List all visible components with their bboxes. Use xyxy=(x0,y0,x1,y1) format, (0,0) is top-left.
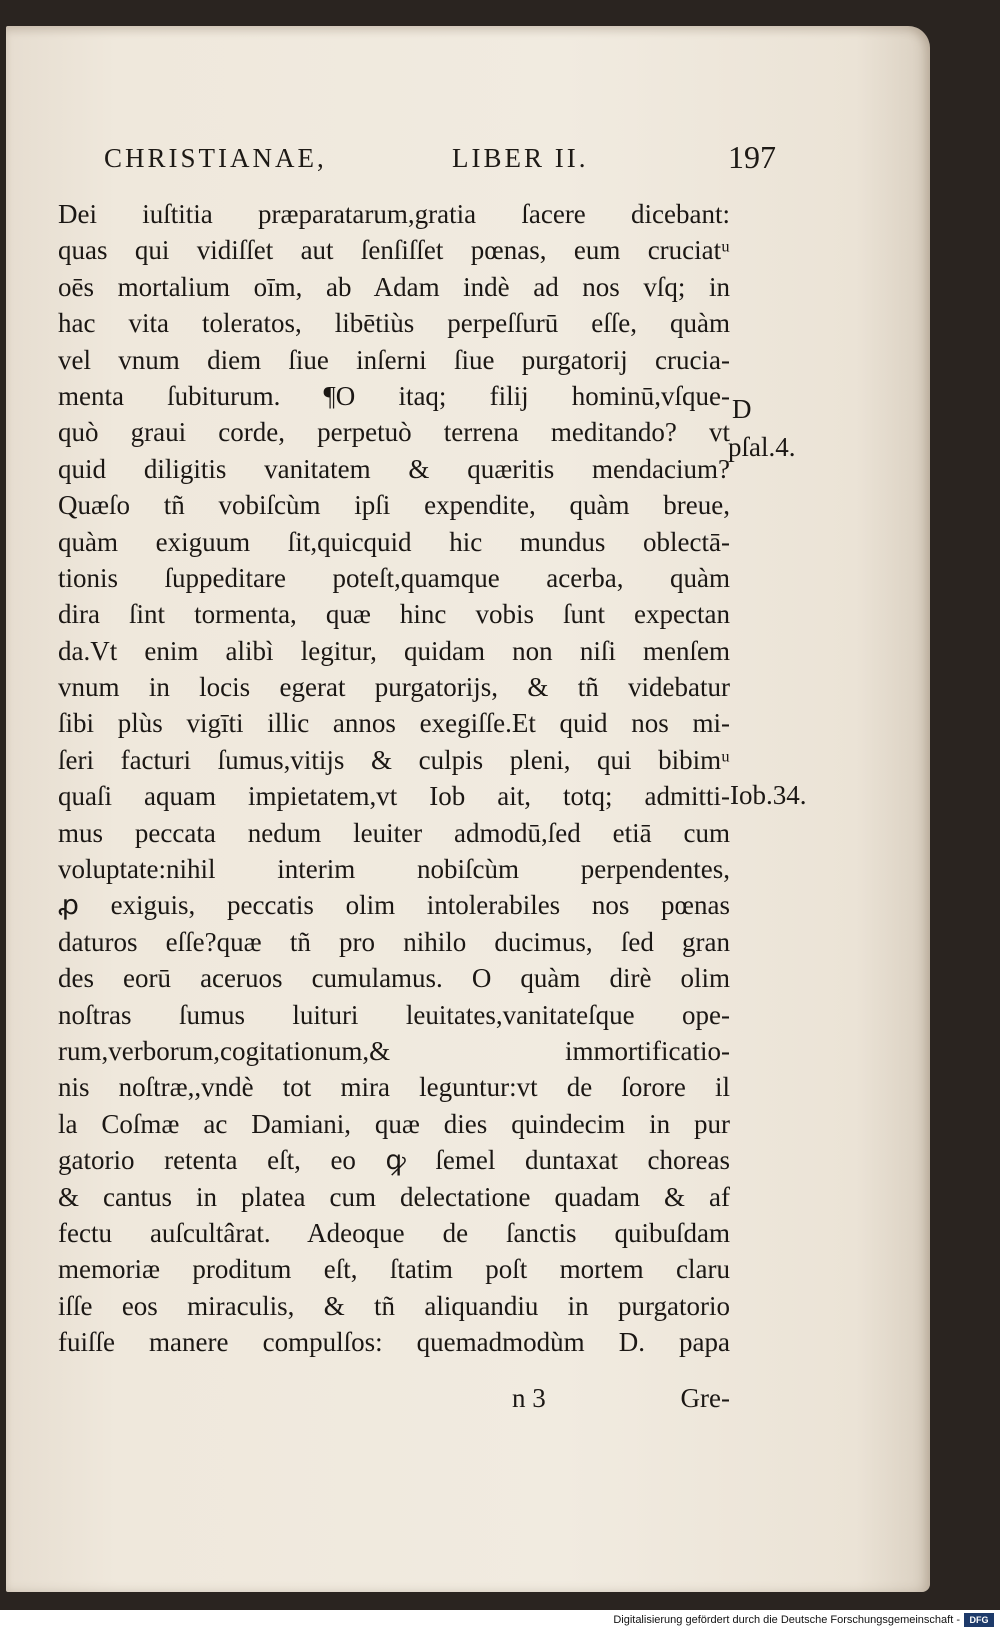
text-line: gatorio retenta eſt, eo ꝙ ſemel duntaxat choreas xyxy=(58,1145,730,1176)
text-line: Dei iuſtitia præparatarum,gratia ſacere dicebant: xyxy=(58,199,730,229)
body-text xyxy=(58,196,730,1361)
text-line: da.Vt enim alibì legitur, quidam non niſi menſem xyxy=(58,635,730,666)
text-line: quò graui corde, perpetuò terrena meditando? vt xyxy=(58,417,730,448)
text-line: ſibi plùs vigīti illic annos exegiſſe.Et quid nos mi- xyxy=(58,708,730,739)
text-line: menta ſubiturum. ¶O itaq; filij hominū,vſque- xyxy=(58,380,730,411)
text-line: noſtras ſumus luituri leuitates,vanitateſque ope- xyxy=(58,999,730,1030)
marginal-section-letter: D xyxy=(732,394,752,424)
text-line: ꝓ exiguis, peccatis olim intolerabiles nos pœnas xyxy=(58,890,730,921)
text-line: quas qui vidiſſet aut ſenſiſſet pœnas, eum cruciatᵘ xyxy=(58,235,730,266)
text-line: nis noſtræ,,vndè tot mira leguntur:vt de ſorore il xyxy=(58,1072,730,1103)
marginal-psalm-reference: pſal.4. xyxy=(728,432,796,462)
running-head-title: CHRISTIANAE, xyxy=(104,143,327,173)
catchword: Gre- xyxy=(680,1383,730,1413)
text-line: quaſi aquam impietatem,vt Iob ait, totq; admitti- xyxy=(58,781,730,812)
text-line: la Coſmæ ac Damiani, quæ dies quindecim in pur xyxy=(58,1108,730,1139)
page-number: 197 xyxy=(728,139,776,175)
text-line: fectu auſcultârat. Adeoque de ſanctis quibuſdam xyxy=(58,1217,730,1248)
running-head-liber: LIBER II. xyxy=(452,143,589,173)
text-line: quàm exiguum ſit,quicquid hic mundus oblectā- xyxy=(58,526,730,557)
digitization-note: Digitalisierung gefördert durch die Deutsche Forschungsgemeinschaft - xyxy=(613,1614,960,1626)
text-line: & cantus in platea cum delectatione quadam & af xyxy=(58,1181,730,1212)
page-footer xyxy=(58,1380,730,1416)
text-line: daturos eſſe?quæ tñ pro nihilo ducimus, ſed gran xyxy=(58,926,730,957)
text-line: fuiſſe manere compulſos: quemadmodùm D. papa xyxy=(58,1327,730,1358)
text-line: tionis ſuppeditare poteſt,quamque acerba, quàm xyxy=(58,562,730,593)
text-line: vel vnum diem ſiue inſerni ſiue purgatorij crucia- xyxy=(58,344,730,375)
signature-mark: n 3 xyxy=(512,1383,546,1413)
text-line: vnum in locis egerat purgatorijs, & tñ videbatur xyxy=(58,672,730,703)
text-line: quid diligitis vanitatem & quæritis mendacium? xyxy=(58,453,730,484)
dfg-logo: DFG xyxy=(964,1613,994,1627)
text-line: memoriæ proditum eſt, ſtatim poſt mortem claru xyxy=(58,1254,730,1285)
text-line: Quæſo tñ vobiſcùm ipſi expendite, quàm breue, xyxy=(58,490,730,521)
text-line: oēs mortalium oīm, ab Adam indè ad nos vſq; in xyxy=(58,271,730,302)
text-line: rum,verborum,cogitationum,& immortificatio- xyxy=(58,1035,730,1066)
text-line: dira ſint tormenta, quæ hinc vobis ſunt expectan xyxy=(58,599,730,630)
text-line: hac vita toleratos, libētiùs perpeſſurū eſſe, quàm xyxy=(58,308,730,339)
running-head xyxy=(104,139,776,183)
text-line: iſſe eos miraculis, & tñ aliquandiu in purgatorio xyxy=(58,1290,730,1321)
text-line: des eorū aceruos cumulamus. O quàm dirè olim xyxy=(58,963,730,994)
text-line: voluptate:nihil interim nobiſcùm perpendentes, xyxy=(58,854,730,885)
marginal-job-reference: Iob.34. xyxy=(730,780,807,810)
text-line: ſeri facturi ſumus,vitijs & culpis pleni, qui bibimᵘ xyxy=(58,744,730,775)
text-line: mus peccata nedum leuiter admodū,ſed etiā cum xyxy=(58,817,730,848)
